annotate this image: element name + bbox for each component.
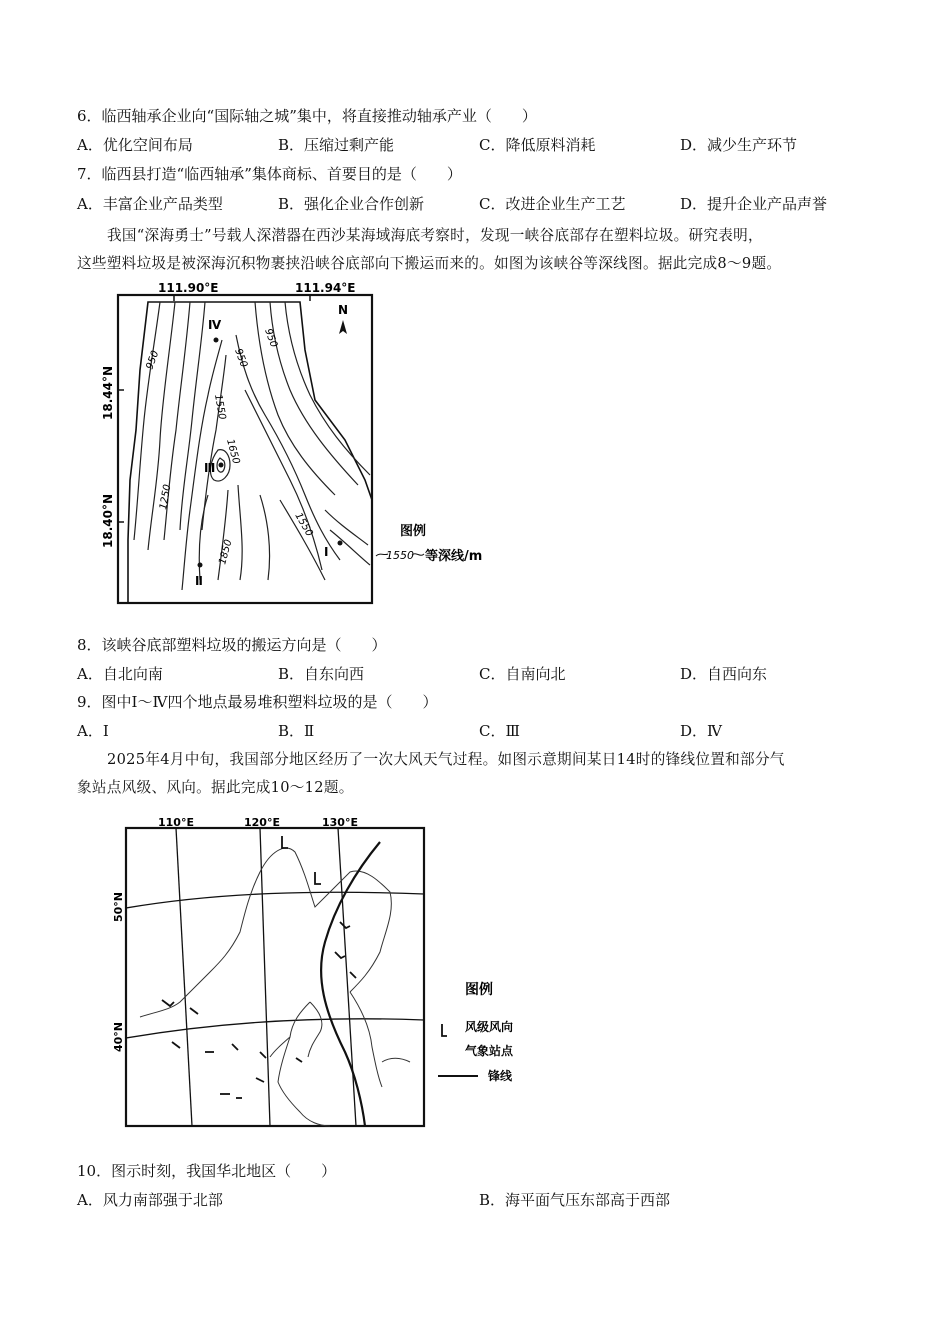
contour-label: 1550 <box>212 393 228 421</box>
passage-1-line-1: 我国“深海勇士”号载人深潜器在西沙某海域海底考察时，发现一峡谷底部存在塑料垃圾。研究表明， <box>107 227 763 244</box>
option-c[interactable]: C．Ⅲ <box>479 722 520 740</box>
legend-item-2: 气象站点 <box>465 1044 514 1058</box>
question-8-options <box>77 664 877 684</box>
front-line <box>321 842 380 1126</box>
option-a[interactable]: A．Ⅰ <box>77 722 109 740</box>
north-arrow-icon <box>338 303 348 334</box>
lat-label-50: 50°N <box>112 891 125 922</box>
svg-text:N: N <box>338 303 349 317</box>
svg-text:Ⅰ: Ⅰ <box>324 545 329 559</box>
passage-2 <box>77 746 877 802</box>
lat-label-top: 18.44°N <box>101 366 115 420</box>
contour-label: 1550 <box>292 511 315 539</box>
lat-label-bottom: 18.40°N <box>101 494 115 548</box>
option-d[interactable]: D．Ⅳ <box>680 722 723 740</box>
question-7-options <box>77 194 877 214</box>
lon-label-110: 110°E <box>158 816 194 829</box>
option-b[interactable]: B．Ⅱ <box>278 722 315 740</box>
option-b[interactable]: B．海平面气压东部高于西部 <box>479 1191 671 1209</box>
lon-label-right: 111.94°E <box>295 281 356 295</box>
question-6-stem: 6．临西轴承企业向“国际轴之城”集中，将直接推动轴承产业（ ） <box>77 107 537 125</box>
contour-lines <box>134 302 370 590</box>
question-8-stem: 8．该峡谷底部塑料垃圾的搬运方向是（ ） <box>77 636 387 654</box>
contour-label: 950 <box>232 347 250 369</box>
option-a[interactable]: A．丰富企业产品类型 <box>77 195 223 213</box>
passage-1 <box>77 222 877 278</box>
lon-label-130: 130°E <box>322 816 358 829</box>
legend-item-3: 锋线 <box>488 1069 513 1083</box>
legend-title: 图例 <box>465 982 493 998</box>
svg-text:Ⅳ: Ⅳ <box>208 318 222 332</box>
contour-label: 1650 <box>224 437 242 466</box>
option-d[interactable]: D．自西向东 <box>680 665 768 683</box>
lon-label-120: 120°E <box>244 816 280 829</box>
option-b[interactable]: B．强化企业合作创新 <box>278 195 425 213</box>
canyon-bathymetry-map <box>100 280 500 610</box>
option-b[interactable]: B．自东向西 <box>278 665 365 683</box>
legend-value: 1550 <box>386 549 414 562</box>
contour-label: 950 <box>262 327 280 349</box>
site-point-ii <box>195 563 203 589</box>
coastline <box>140 848 410 1126</box>
option-d[interactable]: D．提升企业产品声誉 <box>680 195 828 213</box>
svg-text:Ⅱ: Ⅱ <box>195 574 203 588</box>
contour-label: 1250 <box>158 483 174 511</box>
legend-title: 图例 <box>400 524 427 539</box>
svg-text:Ⅲ: Ⅲ <box>204 461 216 475</box>
passage-1-line-2: 这些塑料垃圾是被深海沉积物裹挟沿峡谷底部向下搬运而来的。如图为该峡谷等深线图。据此完成8～9题。 <box>77 255 782 272</box>
site-point-iii <box>204 461 224 475</box>
option-c[interactable]: C．自南向北 <box>479 665 566 683</box>
option-a[interactable]: A．风力南部强于北部 <box>77 1191 223 1209</box>
option-b[interactable]: B．压缩过剩产能 <box>278 136 395 154</box>
option-d[interactable]: D．减少生产环节 <box>680 136 798 154</box>
question-9-stem: 9．图中Ⅰ～Ⅳ四个地点最易堆积塑料垃圾的是（ ） <box>77 693 438 711</box>
graticule <box>126 828 424 1126</box>
legend-item-1: 风级风向 <box>465 1020 514 1034</box>
lon-label-left: 111.90°E <box>158 281 219 295</box>
question-9-options <box>77 721 877 741</box>
contour-label: 1850 <box>217 538 235 566</box>
lat-label-40: 40°N <box>112 1021 125 1052</box>
wind-stations <box>162 836 356 1098</box>
passage-2-line-2: 象站点风级、风向。据此完成10～12题。 <box>77 779 354 796</box>
option-a[interactable]: A．自北向南 <box>77 665 163 683</box>
site-point-iv <box>208 318 222 343</box>
weather-front-map <box>110 812 540 1130</box>
question-6-options <box>77 135 877 155</box>
contour-label: 950 <box>144 349 162 372</box>
option-c[interactable]: C．降低原料消耗 <box>479 136 596 154</box>
question-10-options <box>77 1190 877 1210</box>
option-c[interactable]: C．改进企业生产工艺 <box>479 195 626 213</box>
option-a[interactable]: A．优化空间布局 <box>77 136 193 154</box>
question-7-stem: 7．临西县打造“临西轴承”集体商标、首要目的是（ ） <box>77 165 462 183</box>
passage-2-line-1: 2025年4月中旬，我国部分地区经历了一次大风天气过程。如图示意期间某日14时的锋线位置和部分气 <box>107 751 785 768</box>
legend-label: 等深线/m <box>425 549 483 564</box>
question-10-stem: 10．图示时刻，我国华北地区（ ） <box>77 1162 337 1180</box>
wind-barb-icon <box>442 1024 447 1036</box>
